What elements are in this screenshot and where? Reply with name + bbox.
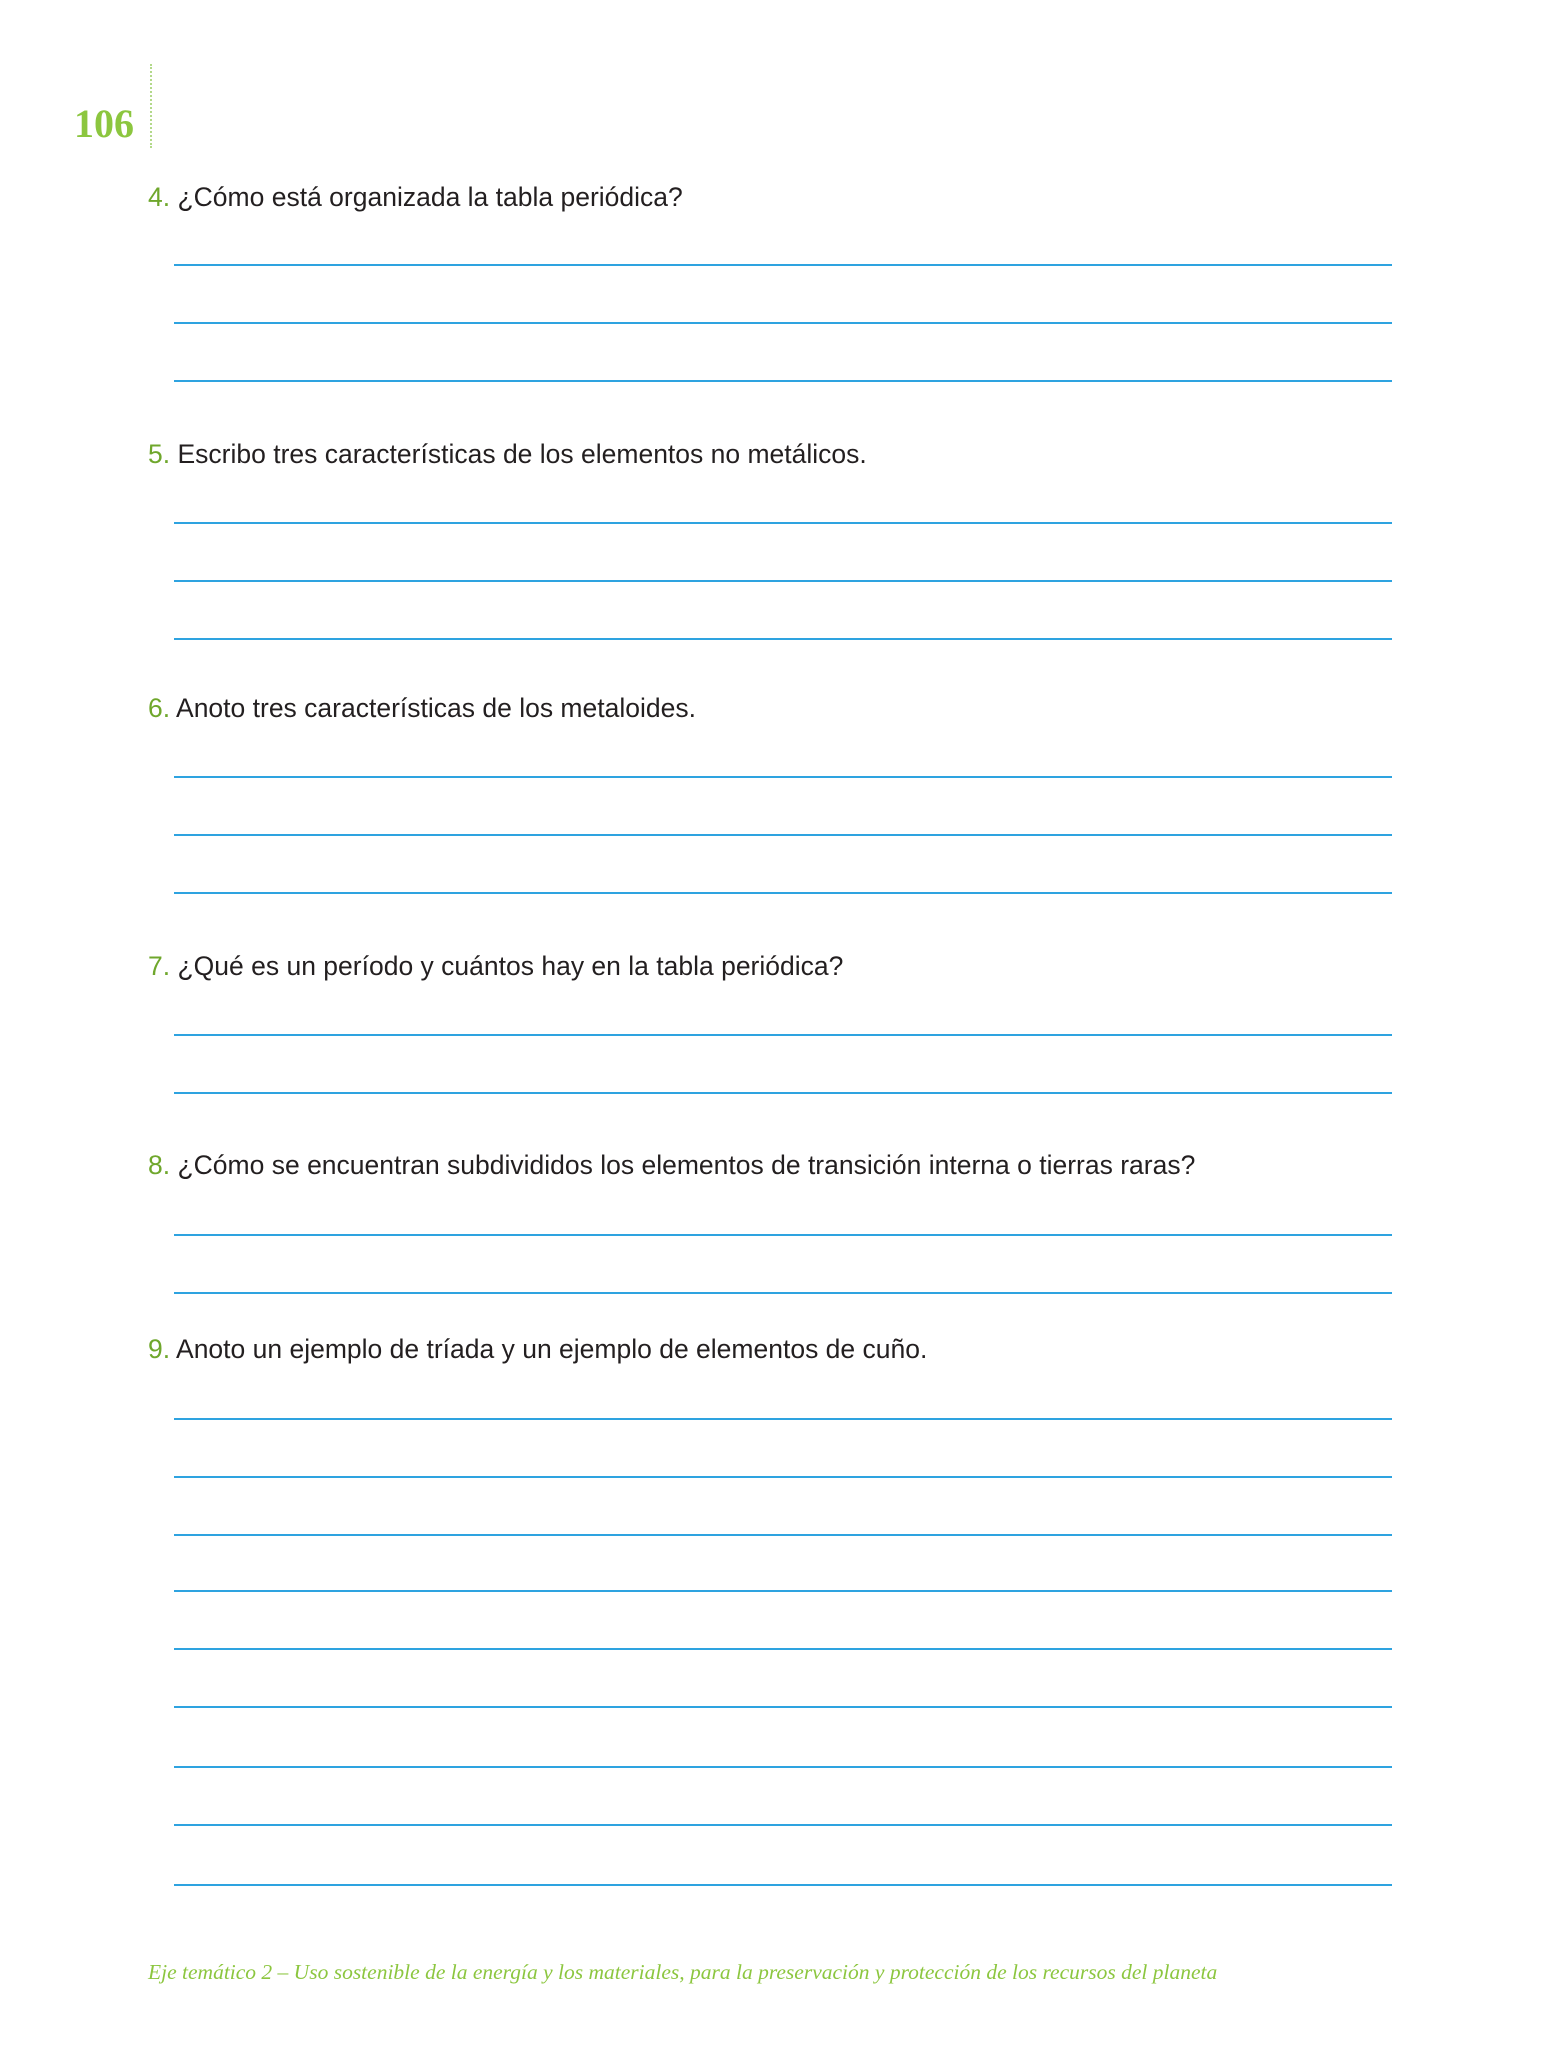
answer-line[interactable] [174,1534,1392,1536]
answer-line[interactable] [174,834,1392,836]
question-text: ¿Cómo está organizada la tabla periódica? [177,182,683,212]
question-text: ¿Qué es un período y cuántos hay en la tabla periódica? [177,951,844,981]
answer-line[interactable] [174,1476,1392,1478]
page-footer: Eje temático 2 – Uso sostenible de la energía y los materiales, para la preservación y protección de los recursos del planeta [148,1960,1218,1984]
page-number: 106 [74,101,134,146]
answer-line[interactable] [174,1648,1392,1650]
question-text: Escribo tres características de los elementos no metálicos. [177,439,867,469]
question-number: 4. [148,182,171,212]
answer-line[interactable] [174,638,1392,640]
answer-line[interactable] [174,1092,1392,1094]
answer-line[interactable] [174,1706,1392,1708]
question-number: 7. [148,951,171,981]
answer-line[interactable] [174,1234,1392,1236]
question-7 [148,953,843,980]
answer-line[interactable] [174,1292,1392,1294]
answer-line[interactable] [174,1418,1392,1420]
question-text: ¿Cómo se encuentran subdivididos los elementos de transición interna o tierras raras? [177,1150,1196,1180]
question-8 [148,1152,1195,1179]
answer-line[interactable] [174,892,1392,894]
question-number: 9. [148,1334,171,1364]
answer-line[interactable] [174,522,1392,524]
question-4 [148,184,683,211]
question-number: 6. [148,693,171,723]
question-number: 5. [148,439,171,469]
answer-line[interactable] [174,264,1392,266]
answer-line[interactable] [174,1590,1392,1592]
question-6 [148,695,696,722]
margin-dotted-rule [150,64,152,148]
answer-line[interactable] [174,580,1392,582]
question-9 [148,1336,927,1363]
question-text: Anoto tres características de los metaloides. [176,693,696,723]
answer-line[interactable] [174,1034,1392,1036]
answer-line[interactable] [174,380,1392,382]
question-text: Anoto un ejemplo de tríada y un ejemplo de elementos de cuño. [176,1334,928,1364]
answer-line[interactable] [174,1884,1392,1886]
answer-line[interactable] [174,1824,1392,1826]
question-5 [148,441,867,468]
question-number: 8. [148,1150,171,1180]
answer-line[interactable] [174,776,1392,778]
answer-line[interactable] [174,322,1392,324]
answer-line[interactable] [174,1766,1392,1768]
